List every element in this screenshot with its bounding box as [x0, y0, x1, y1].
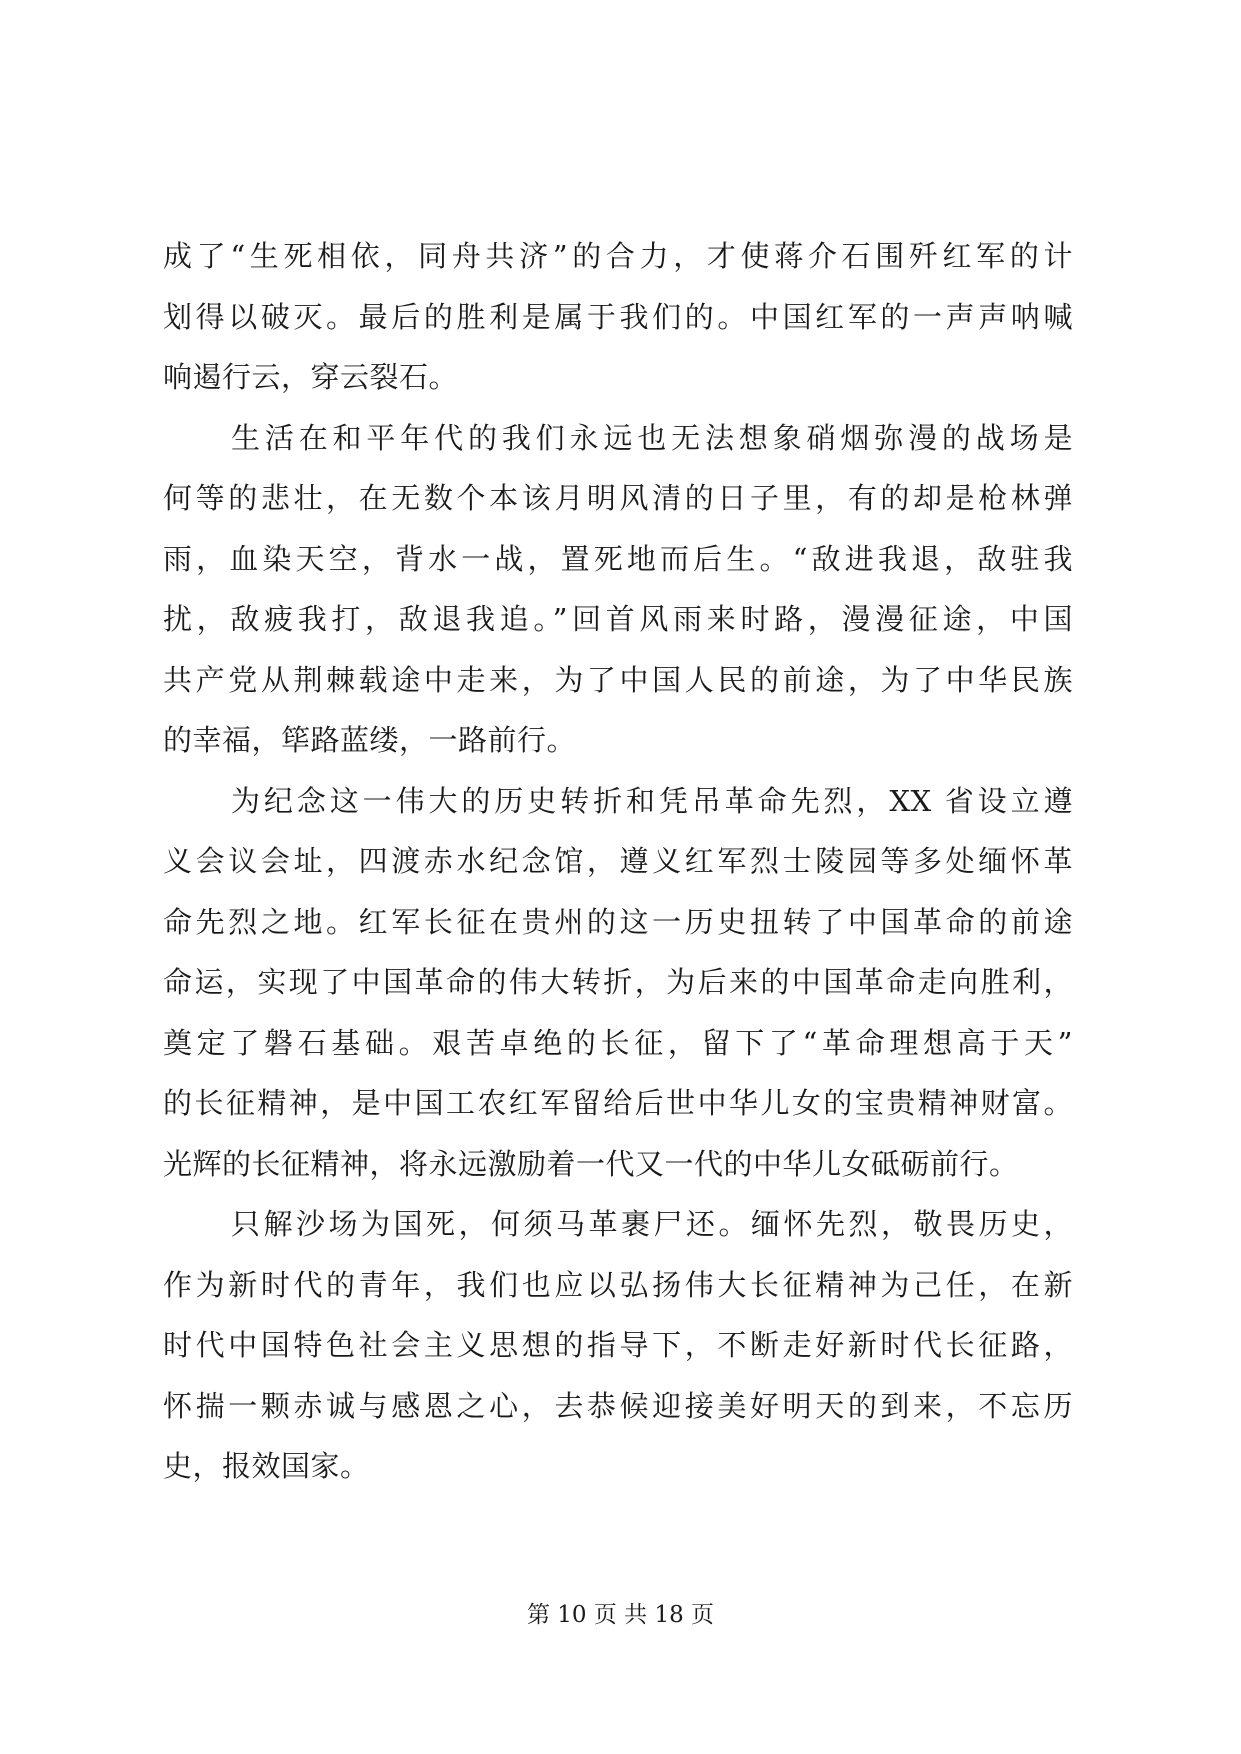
text-line: 的长征精神，是中国工农红军留给后世中华儿女的宝贵精神财富。 — [163, 1086, 1073, 1120]
text-line: 扰，敌疲我打，敌退我追。”回首风雨来时路，漫漫征途，中国 — [163, 602, 1073, 636]
text-line: 命运，实现了中国革命的伟大转折，为后来的中国革命走向胜利， — [163, 965, 1073, 999]
text-line: 光辉的长征精神，将永远激励着一代又一代的中华儿女砥砺前行。 — [163, 1146, 1019, 1181]
text-line: 史，报效国家。 — [163, 1449, 370, 1483]
document-body — [163, 226, 1073, 1497]
paragraph — [163, 1194, 1073, 1497]
text-line: 雨，血染天空，背水一战，置死地而后生。“敌进我退，敌驻我 — [163, 541, 1073, 576]
paragraph — [163, 771, 1073, 1195]
text-line: 划得以破灭。最后的胜利是属于我们的。中国红军的一声声呐喊 — [163, 299, 1073, 334]
paragraph — [163, 408, 1073, 771]
page-number-footer: 第 10 页 共 18 页 — [526, 1602, 715, 1628]
text-line: 共产党从荆棘载途中走来，为了中国人民的前途，为了中华民族 — [163, 662, 1073, 697]
text-line: 成了“生死相依，同舟共济”的合力，才使蒋介石围歼红军的计 — [163, 239, 1073, 273]
text-line: 义会议会址，四渡赤水纪念馆，遵义红军烈士陵园等多处缅怀革 — [163, 844, 1073, 878]
text-line: 怀揣一颗赤诚与感恩之心，去恭候迎接美好明天的到来，不忘历 — [163, 1388, 1073, 1423]
text-line: 为纪念这一伟大的历史转折和凭吊革命先烈，XX 省设立遵 — [231, 783, 1073, 818]
text-line: 只解沙场为国死，何须马革裹尸还。缅怀先烈，敬畏历史， — [231, 1207, 1073, 1241]
text-line: 生活在和平年代的我们永远也无法想象硝烟弥漫的战场是 — [231, 420, 1073, 455]
text-line: 的幸福，筚路蓝缕，一路前行。 — [163, 723, 577, 757]
text-line: 命先烈之地。红军长征在贵州的这一历史扭转了中国革命的前途 — [163, 904, 1073, 939]
paragraph-continued — [163, 226, 1073, 408]
text-line: 何等的悲壮，在无数个本该月明风清的日子里，有的却是枪林弹 — [163, 481, 1073, 515]
text-line: 时代中国特色社会主义思想的指导下，不断走好新时代长征路， — [163, 1328, 1073, 1362]
text-line: 作为新时代的青年，我们也应以弘扬伟大长征精神为己任，在新 — [163, 1267, 1073, 1302]
text-line: 响遏行云，穿云裂石。 — [163, 360, 459, 394]
text-line: 奠定了磐石基础。艰苦卓绝的长征，留下了“革命理想高于天” — [163, 1025, 1073, 1060]
